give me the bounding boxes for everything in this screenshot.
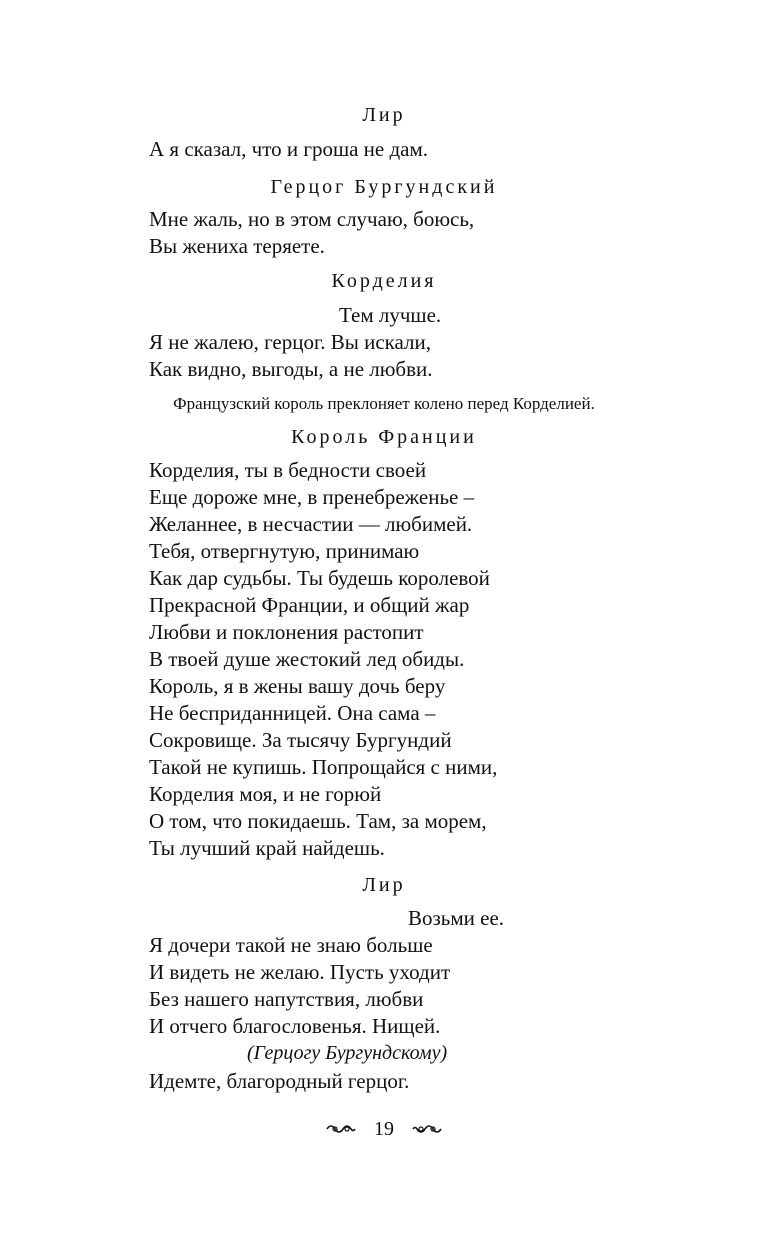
page-footer [0,1115,768,1142]
verse-line: Тебя, отвергнутую, принимаю [149,539,420,563]
stage-direction: Французский король преклоняет колено перед Корделией. [173,394,595,413]
speaker-lear: Лир [362,104,406,126]
verse-line: И отчего благословенья. Нищей. [149,1014,441,1038]
verse-line: Прекрасной Франции, и общий жар [149,593,470,617]
verse-line: О том, что покидаешь. Там, за морем, [149,809,487,833]
verse-line: Тем лучше. [339,303,442,327]
verse-line: Вы жениха теряете. [149,234,325,258]
verse-line: Как видно, выгоды, а не любви. [149,357,433,381]
page-number: 19 [374,1118,394,1141]
verse-line: Как дар судьбы. Ты будешь королевой [149,566,490,590]
speaker-cordelia: Корделия [331,270,437,292]
verse-line: Король, я в жены вашу дочь беру [149,674,446,698]
verse-line: Такой не купишь. Попрощайся с ними, [149,755,498,779]
verse-line: В твоей душе жестокий лед обиды. [149,647,465,671]
verse-line: Без нашего напутствия, любви [149,987,424,1011]
verse-line: И видеть не желаю. Пусть уходит [149,960,451,984]
verse-line: Сокровище. За тысячу Бургундий [149,728,452,752]
flourish-ornament-icon [325,1121,357,1137]
verse-line: Не бесприданницей. Она сама – [149,701,436,725]
verse-line: Еще дороже мне, в пренебреженье – [149,485,475,509]
stage-aside: (Герцогу Бургундскому) [247,1042,448,1064]
verse-line: Я не жалею, герцог. Вы искали, [149,330,431,354]
verse-line: Идемте, благородный герцог. [149,1069,410,1093]
verse-line: Корделия моя, и не горюй [149,782,382,806]
flourish-ornament-icon [411,1121,443,1137]
verse-line: Мне жаль, но в этом случаю, боюсь, [149,207,475,231]
verse-line: Я дочери такой не знаю больше [149,933,433,957]
verse-line: Ты лучший край найдешь. [149,836,385,860]
speaker-king-of-france: Король Франции [291,426,477,448]
verse-line: Желаннее, в несчастии — любимей. [149,512,473,536]
speaker-lear: Лир [362,874,406,896]
verse-line: А я сказал, что и гроша не дам. [149,137,429,161]
verse-line: Корделия, ты в бедности своей [149,458,427,482]
verse-line: Возьми ее. [408,906,505,930]
verse-line: Любви и поклонения растопит [149,620,424,644]
speaker-duke-of-burgundy: Герцог Бургундский [270,176,498,198]
